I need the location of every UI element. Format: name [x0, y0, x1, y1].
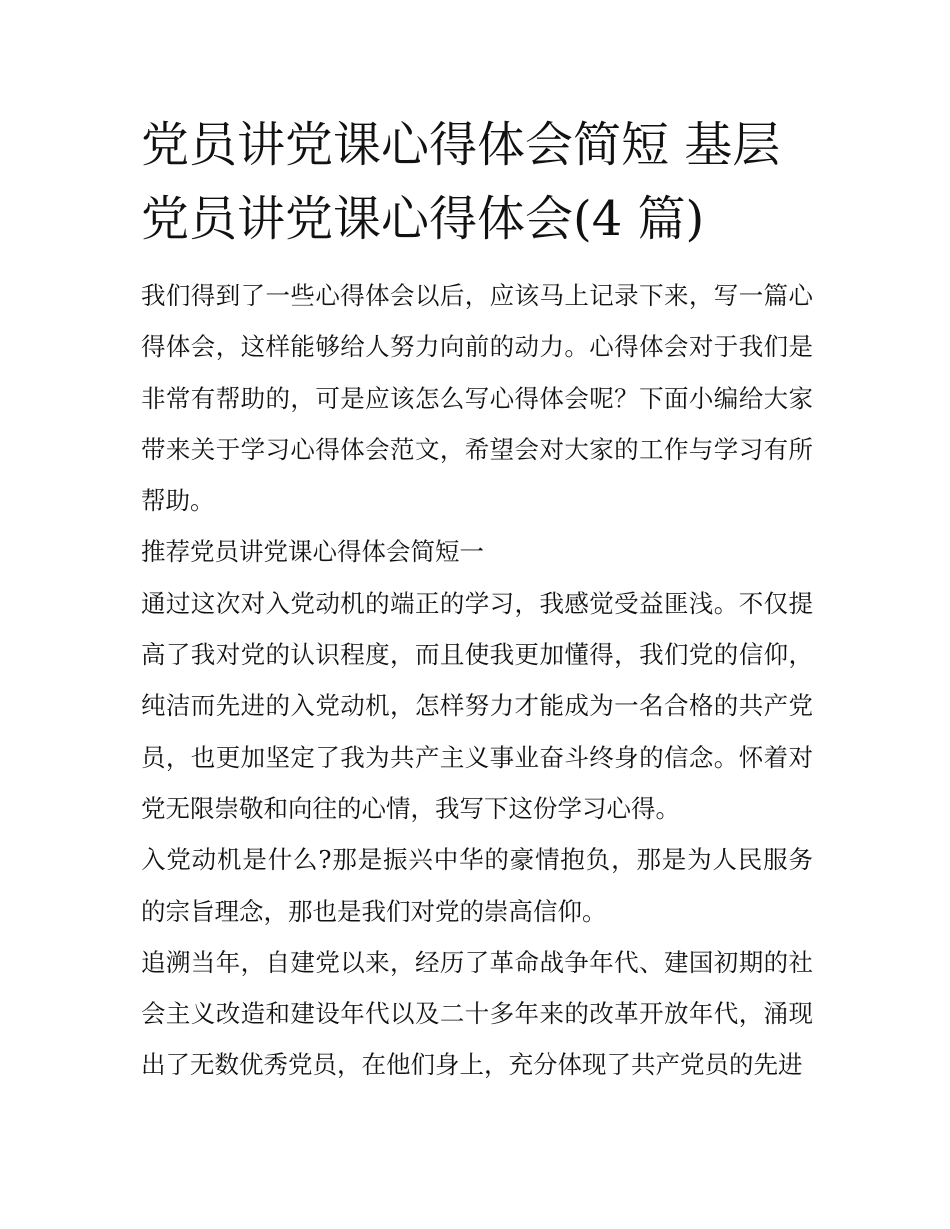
body-paragraph: 追溯当年，自建党以来，经历了革命战争年代、建国初期的社会主义改造和建设年代以及二十多年来的改革开放年代，涌现出了无数优秀党员，在他们身上，充分体现了共产党员的先进 — [141, 947, 813, 1080]
document-title: 党员讲党课心得体会简短 基层党员讲党课心得体会(4 篇) — [141, 117, 781, 247]
intro-paragraph: 我们得到了一些心得体会以后，应该马上记录下来，写一篇心得体会，这样能够给人努力向前的动力。心得体会对于我们是非常有帮助的，可是应该怎么写心得体会呢？下面小编给大家带来关于学习心得体会范文，希望会对大家的工作与学习有所帮助。 — [141, 281, 813, 516]
body-paragraph: 入党动机是什么?那是振兴中华的豪情抱负，那是为人民服务的宗旨理念，那也是我们对党的崇高信仰。 — [141, 845, 813, 926]
document-body — [141, 270, 813, 1091]
body-paragraph: 通过这次对入党动机的端正的学习，我感觉受益匪浅。不仅提高了我对党的认识程度，而且使我更加懂得，我们党的信仰，纯洁而先进的入党动机，怎样努力才能成为一名合格的共产党员，也更加坚定了我为共产主义事业奋斗终身的信念。怀着对党无限崇敬和向往的心情，我写下这份学习心得。 — [141, 588, 813, 823]
section-heading: 推荐党员讲党课心得体会简短一 — [141, 537, 484, 567]
document-content — [141, 108, 813, 1091]
